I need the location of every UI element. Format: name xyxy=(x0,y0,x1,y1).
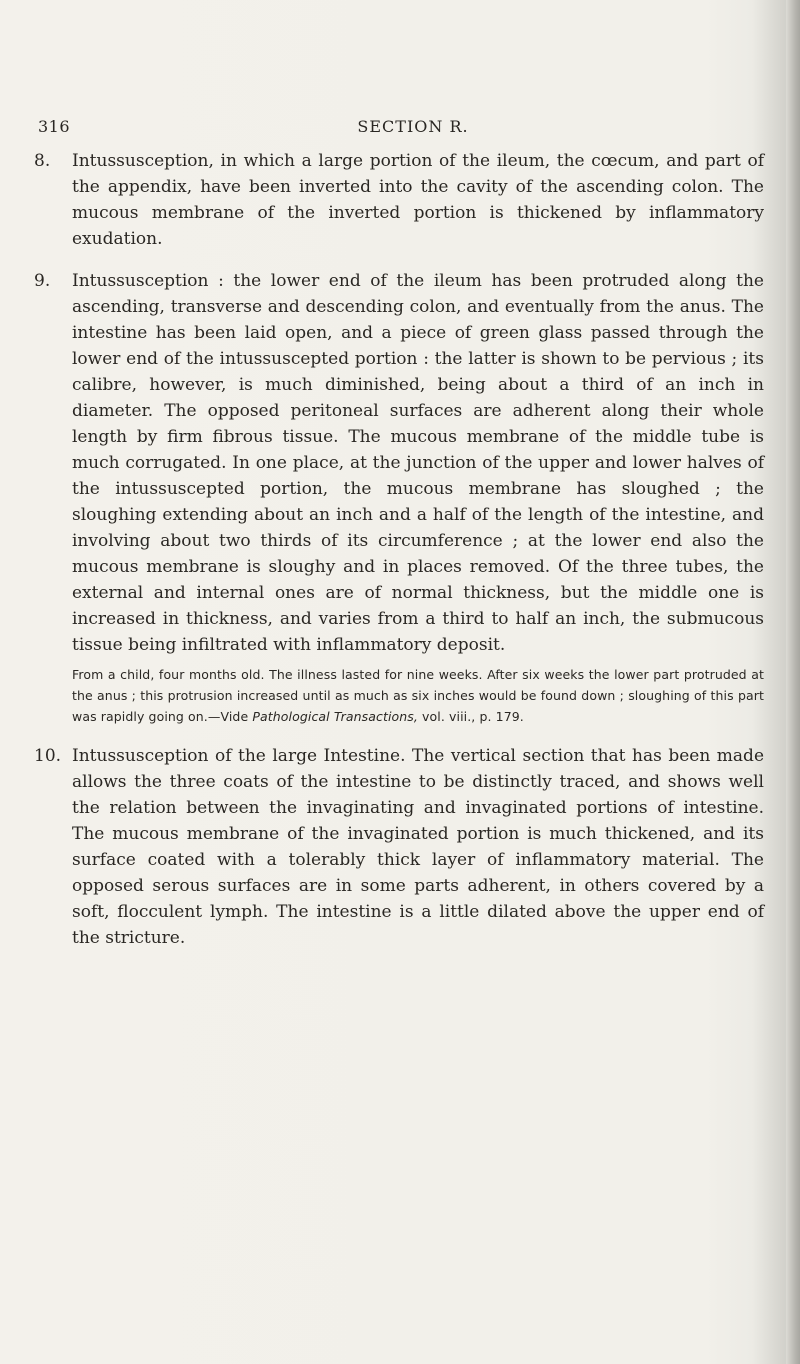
page-edge-shadow xyxy=(786,0,800,1364)
case-note-reference: Pathological Transactions, xyxy=(252,709,418,724)
page-header xyxy=(38,117,768,139)
catalogue-entry-8 xyxy=(34,148,764,252)
running-head: SECTION R. xyxy=(357,117,469,136)
case-note xyxy=(72,664,764,727)
entry-number: 9. xyxy=(34,271,51,291)
case-note-text: From a child, four months old. The illness lasted for nine weeks. After six weeks the lower part protruded at the anus ; this protrusion increased until as much as six inches would be found down ; sloughing of this part was rapidly going on.—Vide xyxy=(72,667,764,724)
page-number: 316 xyxy=(38,117,71,136)
catalogue-entry-9 xyxy=(34,268,764,727)
entry-number: 10. xyxy=(34,746,62,766)
entry-text: Intussusception : the lower end of the ileum has been protruded along the ascending, transverse and descending colon, and eventually from the anus. The intestine has been laid open, and a piece of green glass passed through the lower end of the intussuscepted portion : the latter is shown to be pervious ; its calibre, however, is much diminished, being about a third of an inch in diameter. The opposed peritoneal surfaces are adherent along their whole length by firm fibrous tissue. The mucous membrane of the middle tube is much corrugated. In one place, at the junction of the upper and lower halves of the intussuscepted portion, the mucous membrane has sloughed ; the sloughing extending about an inch and a half of the length of the intestine, and involving about two thirds of its circumference ; at the lower end also the mucous membrane is sloughy and in places removed. Of the three tubes, the external and internal ones are of normal thickness, but the middle one is increased in thickness, and varies from a third to half an inch, the submucous tissue being infiltrated with inflammatory deposit. xyxy=(72,271,764,655)
entry-number: 8. xyxy=(34,151,51,171)
catalogue-entry-10 xyxy=(34,743,764,951)
entry-text: Intussusception, in which a large portion of the ileum, the cœcum, and part of the appendix, have been inverted into the cavity of the ascending colon. The mucous membrane of the inverted portion is thickened by inflammatory exudation. xyxy=(72,151,764,249)
entry-text: Intussusception of the large Intestine. The vertical section that has been made allows the three coats of the intestine to be distinctly traced, and shows well the relation between the invaginating and invaginated portions of intestine. The mucous membrane of the invaginated portion is much thickened, and its surface coated with a tolerably thick layer of inflammatory material. The opposed serous surfaces are in some parts adherent, in others covered by a soft, flocculent lymph. The intestine is a little dilated above the upper end of the stricture. xyxy=(72,746,764,948)
page-content xyxy=(34,148,764,967)
case-note-citation: vol. viii., p. 179. xyxy=(417,709,524,724)
